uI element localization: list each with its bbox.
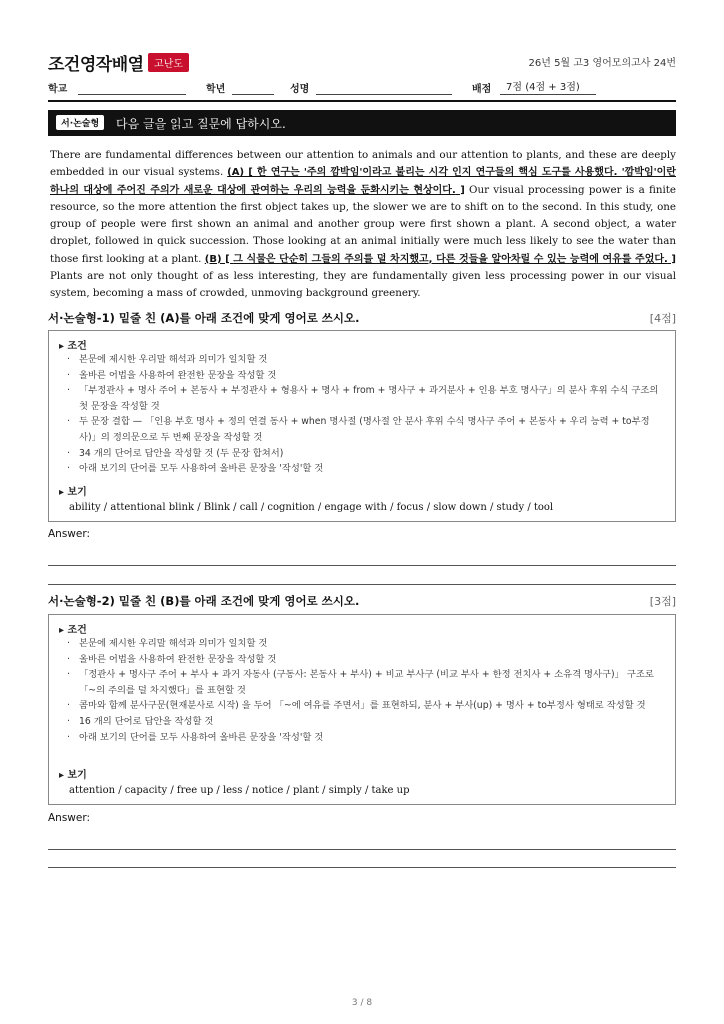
q2-words-header: ▸ 보기 — [59, 770, 87, 781]
question-2-points: [3점] — [649, 595, 676, 608]
list-item: · 두 문장 결합 — 「인용 부호 명사 + 정의 연결 동사 + when 명사절 (명사절 안 분사 후위 수식 명사구 주어 + 본동사 + 우리 능력 + to부정사)」의 정의문으로 두 번째 문장을 작성할 것 — [67, 414, 665, 445]
student-info-row — [48, 80, 676, 98]
difficulty-badge: 고난도 — [148, 53, 189, 72]
q1-answer-line-2[interactable] — [48, 584, 676, 585]
marker-b-close: ] — [667, 253, 677, 265]
q1-conditions-list — [67, 352, 665, 477]
passage-text-2: Our visual processing power is a finite resource, so the more attention the first object takes up, the slower we are to shift on to the second. In this study, one group of people were first shown an animal and another group were first shown a plant. A second object, a water droplet, followed in quick succession. Those looking at an animal initially were much less likely to see the water than those first looking at a plant. — [50, 183, 676, 265]
marker-b-open: (B) [ — [204, 253, 234, 265]
school-label: 학교 — [48, 84, 68, 95]
q1-answer-label: Answer: — [48, 528, 91, 540]
list-item: · 본문에 제시한 우리말 해석과 의미가 일치할 것 — [67, 636, 665, 652]
list-item: · 「정관사 + 명사구 주어 + 부사 + 과거 자동사 (구동사: 본동사 + 부사) + 비교 부사구 (비교 부사 + 한정 전치사 + 소유격 명사구)」 구조로 「~의 주의를 덜 차지했다」를 표현할 것 — [67, 667, 665, 698]
grade-label: 학년 — [206, 84, 226, 95]
question-2-text: 서·논술형-2) 밑줄 친 (B)를 아래 조건에 맞게 영어로 쓰시오. — [48, 594, 360, 608]
header-divider — [48, 100, 676, 102]
question-2-box — [48, 614, 676, 805]
name-field[interactable] — [316, 94, 452, 95]
marker-a-open: (A) [ — [227, 167, 257, 179]
score-value: 7점 (4점 + 3점) — [506, 82, 580, 93]
q2-conditions-list — [67, 636, 665, 745]
passage-text-1: There are fundamental differences between our attention to animals and our attention to plants, and these are deeply embedded in our visual systems. — [50, 149, 676, 179]
q2-word-bank: attention / capacity / free up / less / notice / plant / simply / take up — [69, 785, 410, 796]
list-item: · 16 개의 단어로 답안을 작성할 것 — [67, 714, 665, 730]
marker-a-close: ] — [455, 184, 465, 196]
page-header — [48, 50, 676, 74]
question-1-points: [4점] — [649, 312, 676, 325]
question-1-title — [48, 310, 676, 326]
list-item: · 콤마와 함께 분사구문(현재분사로 시작) 을 두어 「~에 여유를 주면서」를 표현하되, 분사 + 부사(up) + 명사 + to부정사 형태로 작성할 것 — [67, 698, 665, 714]
q2-answer-line-1[interactable] — [48, 849, 676, 850]
page-number: 3 / 8 — [351, 998, 373, 1008]
q2-answer-label: Answer: — [48, 812, 91, 824]
exam-info: 26년 5월 고3 영어모의고사 24번 — [528, 58, 676, 69]
q1-answer-line-1[interactable] — [48, 565, 676, 566]
score-line — [500, 94, 596, 95]
reading-passage — [50, 147, 676, 303]
school-field[interactable] — [78, 94, 186, 95]
q1-conditions-header: ▸ 조건 — [59, 341, 87, 352]
list-item: · 올바른 어법을 사용하여 완전한 문장을 작성할 것 — [67, 368, 665, 384]
section-bar — [48, 110, 676, 136]
grade-field[interactable] — [232, 94, 274, 95]
list-item: · 아래 보기의 단어를 모두 사용하여 올바른 문장을 '작성'할 것 — [67, 461, 665, 477]
list-item: · 아래 보기의 단어를 모두 사용하여 올바른 문장을 '작성'할 것 — [67, 730, 665, 746]
passage-text-3: Plants are not only thought of as less interesting, they are fundamentally given less processing power in our visual system, becoming a mass of crowded, unmoving background greenery. — [50, 270, 676, 300]
underline-a: 한 연구는 '주의 깜박임'이라고 불리는 시각 인지 연구들의 핵심 도구를 사용했다. '깜박임'이란 하나의 대상에 주어진 주의가 새로운 대상에 관여하는 우리의 능력을 둔화시키는 현상이다. — [50, 167, 676, 196]
worksheet-title: 조건영작배열 — [48, 55, 144, 75]
q2-answer-line-2[interactable] — [48, 867, 676, 868]
question-2-title — [48, 593, 676, 609]
q1-words-header: ▸ 보기 — [59, 487, 87, 498]
list-item: · 「부정관사 + 명사 주어 + 본동사 + 부정관사 + 형용사 + 명사 + from + 명사구 + 과거분사 + 인용 부호 명사구」의 분사 후위 수식 구조의 첫 문장을 작성할 것 — [67, 383, 665, 414]
question-1-text: 서·논술형-1) 밑줄 친 (A)를 아래 조건에 맞게 영어로 쓰시오. — [48, 311, 360, 325]
question-1-box — [48, 330, 676, 522]
q2-conditions-header: ▸ 조건 — [59, 625, 87, 636]
score-label: 배점 — [472, 84, 492, 95]
worksheet-page — [48, 0, 676, 1024]
list-item: · 34 개의 단어로 답안을 작성할 것 (두 문장 합쳐서) — [67, 446, 665, 462]
section-instruction: 다음 글을 읽고 질문에 답하시오. — [116, 117, 286, 131]
list-item: · 본문에 제시한 우리말 해석과 의미가 일치할 것 — [67, 352, 665, 368]
name-label: 성명 — [290, 84, 310, 95]
list-item: · 올바른 어법을 사용하여 완전한 문장을 작성할 것 — [67, 652, 665, 668]
section-tag: 서·논술형 — [56, 115, 104, 130]
q1-word-bank: ability / attentional blink / Blink / call / cognition / engage with / focus / slow down / study / tool — [69, 502, 554, 513]
underline-b: 그 식물은 단순히 그들의 주의를 덜 차지했고, 다른 것들을 알아차릴 수 있는 능력에 여유를 주었다. — [233, 253, 668, 265]
